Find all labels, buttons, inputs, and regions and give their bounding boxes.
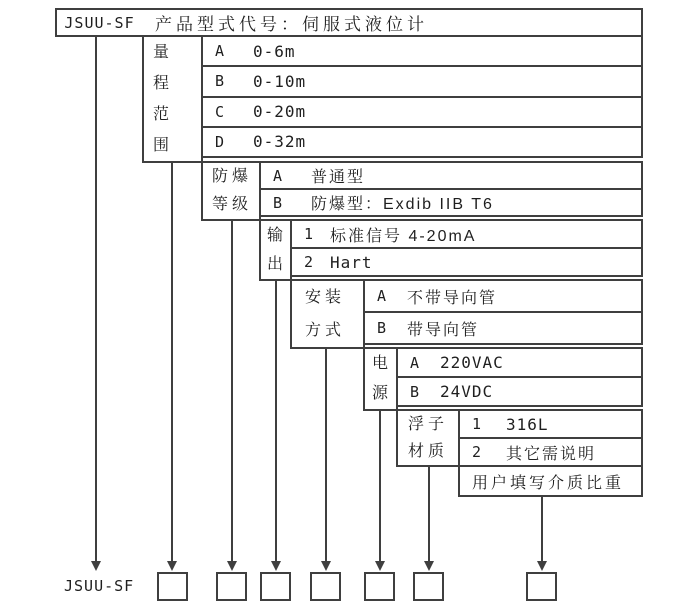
down-arrow-power [379, 411, 381, 561]
code-box-output [260, 572, 291, 601]
label-line: 浮子 [408, 415, 449, 433]
option-row [203, 96, 641, 126]
label-line: 出 [267, 255, 288, 273]
option-code: B [273, 193, 284, 212]
option-row [398, 349, 641, 376]
option-code: 2 [472, 443, 483, 461]
option-code: 1 [472, 415, 483, 433]
label-line: 电 [372, 355, 393, 372]
section-explosion-label [201, 161, 261, 221]
option-row [203, 65, 641, 95]
model-code-box: JSUU-SF [55, 8, 144, 37]
option-code: 1 [304, 225, 315, 243]
bottom-model-label: JSUU-SF [64, 577, 135, 595]
option-row [203, 37, 641, 65]
code-box-gravity [526, 572, 557, 601]
option-row [460, 411, 641, 437]
option-row [365, 281, 641, 311]
down-arrow-install [325, 349, 327, 561]
code-box-float [413, 572, 444, 601]
option-row [292, 221, 641, 247]
down-arrow-range [171, 163, 173, 561]
section-install-rows [365, 279, 643, 345]
option-row [203, 126, 641, 156]
code-box-install [310, 572, 341, 601]
option-desc: 不带导向管 [407, 289, 498, 307]
option-desc: 0-32m [253, 132, 307, 152]
label-line: 方式 [305, 321, 346, 339]
option-desc: 带导向管 [407, 321, 480, 339]
option-desc: 24VDC [440, 382, 494, 401]
option-desc: 0-20m [253, 102, 307, 122]
option-code: B [215, 72, 226, 91]
option-code: A [273, 166, 284, 185]
option-code: B [377, 319, 388, 337]
label-line: 等级 [212, 196, 253, 213]
label-line: 量 [153, 43, 174, 61]
section-power-label [363, 347, 398, 411]
section-output-label [259, 219, 292, 281]
label-line: 源 [372, 385, 393, 402]
label-line: 防爆 [212, 168, 253, 185]
label-line: 范 [153, 105, 174, 123]
label-line: 围 [153, 136, 174, 154]
label-line: 输 [267, 226, 288, 244]
option-desc: 316L [506, 414, 549, 434]
code-box-explosion [216, 572, 247, 601]
down-arrow-explosion [231, 221, 233, 561]
option-desc: 标准信号 4-20mA [330, 227, 477, 245]
section-float-rows [460, 409, 643, 467]
option-desc: 220VAC [440, 353, 504, 372]
label-line: 程 [153, 74, 174, 92]
down-arrow-float [428, 467, 430, 561]
code-box-range [157, 572, 188, 601]
option-desc: 普通型 [311, 169, 366, 186]
option-row [398, 376, 641, 405]
option-desc: Hart [330, 252, 373, 272]
section-range-label [142, 35, 203, 163]
down-arrow-gravity [541, 497, 543, 561]
option-row [261, 163, 641, 188]
option-desc: 0-10m [253, 71, 307, 91]
option-code: C [215, 102, 226, 121]
option-code: B [410, 382, 421, 401]
option-code: A [377, 287, 388, 305]
section-range-rows [203, 35, 643, 158]
down-arrow-model [95, 37, 97, 561]
option-desc: 防爆型：Exdib IIB T6 [311, 196, 494, 213]
section-explosion-rows [261, 161, 643, 217]
section-float-label [396, 409, 460, 467]
medium-gravity-note-box: 用户填写介质比重 [458, 465, 643, 497]
section-install-label [290, 279, 365, 349]
option-code: A [410, 353, 421, 372]
option-desc: 0-6m [253, 41, 296, 61]
down-arrow-output [275, 281, 277, 561]
option-row [460, 437, 641, 465]
option-code: 2 [304, 253, 315, 271]
option-code: A [215, 42, 226, 61]
option-code: D [215, 132, 226, 151]
option-row [261, 188, 641, 215]
code-box-power [364, 572, 395, 601]
section-power-rows [398, 347, 643, 407]
section-output-rows [292, 219, 643, 277]
product-title-box: 产品型式代号：伺服式液位计 [142, 8, 643, 37]
option-desc: 其它需说明 [506, 445, 597, 463]
option-row [365, 311, 641, 343]
label-line: 材质 [408, 442, 449, 460]
option-row [292, 247, 641, 275]
label-line: 安装 [305, 288, 346, 306]
